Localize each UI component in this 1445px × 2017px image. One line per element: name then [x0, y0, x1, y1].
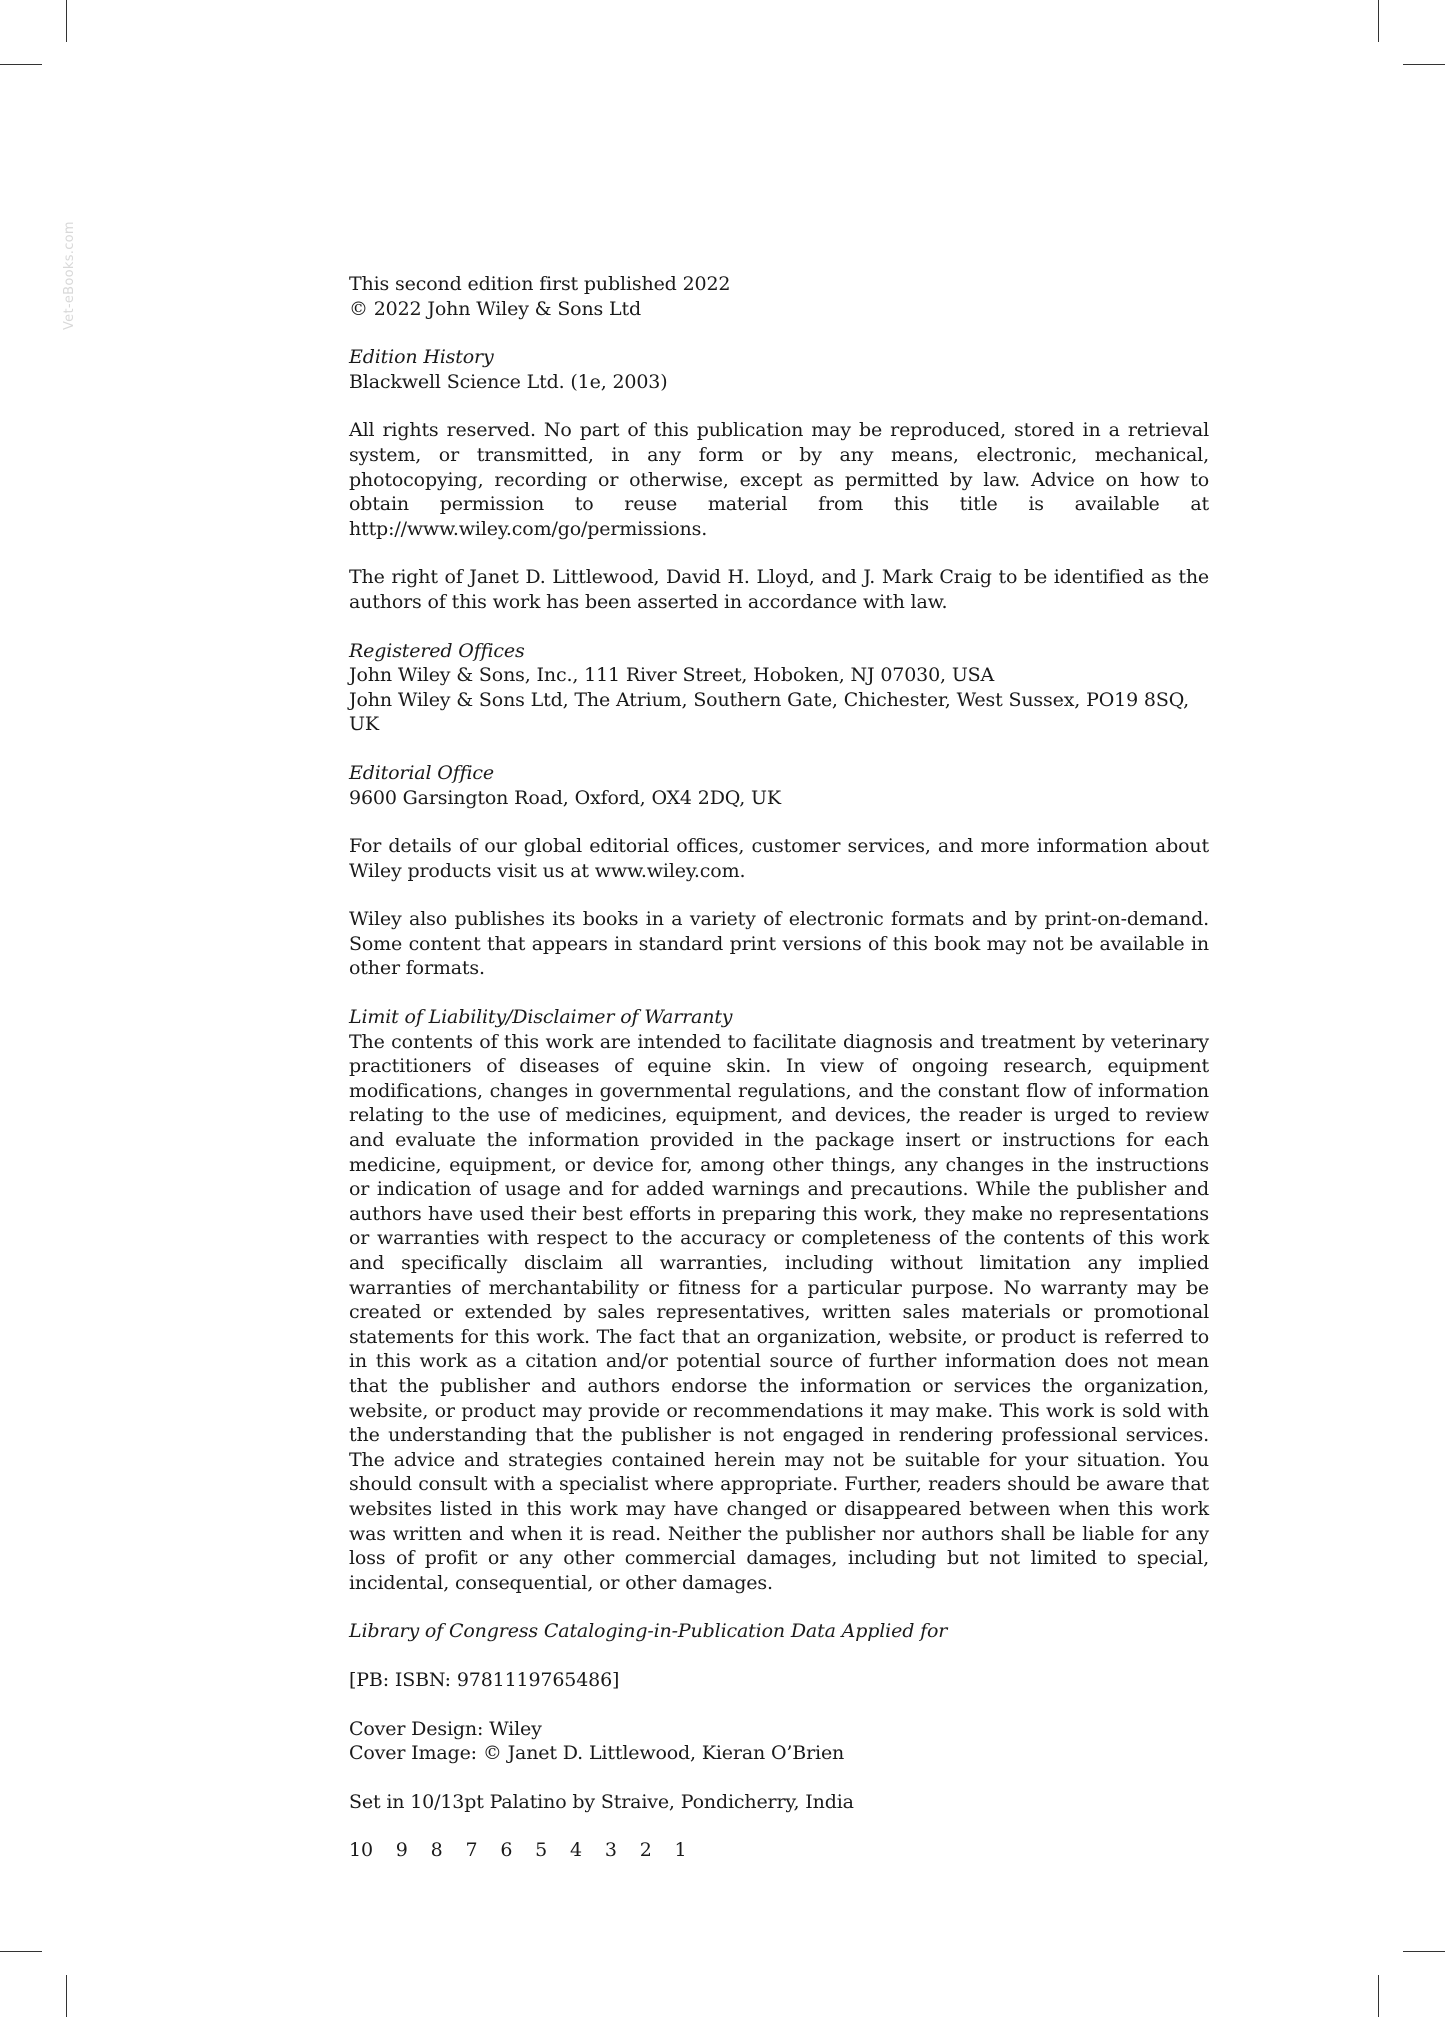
- disclaimer-heading: Limit of Liability/Disclaimer of Warranty: [349, 1006, 733, 1029]
- authors-right-text: The right of Janet D. Littlewood, David H. Lloyd, and J. Mark Craig to be identified as the authors of this work has been asserted in accordance with law.: [349, 566, 1209, 613]
- printing-number: 7: [465, 1839, 478, 1862]
- printing-numbers: [349, 1838, 1209, 1863]
- registered-office-uk: John Wiley & Sons Ltd, The Atrium, Southern Gate, Chichester, West Sussex, PO19 8SQ, UK: [349, 688, 1190, 736]
- printing-number: 3: [604, 1839, 617, 1862]
- printing-number: 6: [500, 1839, 513, 1862]
- printing-number: 9: [395, 1839, 408, 1862]
- crop-mark-top-left-vertical: [66, 0, 67, 42]
- crop-mark-bottom-right-horizontal: [1403, 1951, 1445, 1952]
- edition-history: [349, 345, 1209, 394]
- crop-mark-top-left-horizontal: [0, 64, 42, 65]
- typeset-info: [349, 1790, 1209, 1815]
- cover-design: Cover Design: Wiley: [349, 1717, 542, 1740]
- crop-mark-bottom-left-vertical: [66, 1975, 67, 2017]
- editorial-office: [349, 761, 1209, 810]
- formats-statement: [349, 907, 1209, 981]
- crop-mark-top-right-horizontal: [1403, 64, 1445, 65]
- edition-history-text: Blackwell Science Ltd. (1e, 2003): [349, 370, 668, 393]
- cover-image: Cover Image: © Janet D. Littlewood, Kieran O’Brien: [349, 1742, 845, 1765]
- crop-mark-bottom-left-horizontal: [0, 1951, 42, 1952]
- cover-credits: [349, 1717, 1209, 1766]
- editorial-office-heading: Editorial Office: [349, 761, 494, 784]
- copyright-page: [349, 272, 1209, 1887]
- cip-data: [349, 1619, 1209, 1644]
- crop-mark-bottom-right-vertical: [1378, 1975, 1379, 2017]
- registered-offices-heading: Registered Offices: [349, 639, 525, 662]
- crop-mark-top-right-vertical: [1378, 0, 1379, 42]
- authors-right: [349, 565, 1209, 614]
- disclaimer: [349, 1005, 1209, 1595]
- copyright-line: © 2022 John Wiley & Sons Ltd: [349, 297, 642, 320]
- editorial-office-text: 9600 Garsington Road, Oxford, OX4 2DQ, UK: [349, 786, 781, 809]
- printing-number: 4: [570, 1839, 582, 1862]
- printing-number: 5: [535, 1839, 548, 1862]
- printing-number: 8: [430, 1839, 443, 1862]
- publication-line: This second edition first published 2022: [349, 273, 731, 295]
- global-details-text: For details of our global editorial offices, customer services, and more information about Wiley products visit us at www.wiley.com.: [349, 835, 1209, 882]
- typeset-text: Set in 10/13pt Palatino by Straive, Pondicherry, India: [349, 1790, 854, 1813]
- rights-text: All rights reserved. No part of this publication may be reproduced, stored in a retrieval system, or transmitted, in any form or by any means, electronic, mechanical, photocopying, recording or otherwise, except as permitted by law. Advice on how to obtain permission to reuse material from this title is available at http://www.wiley.com/go/permissions.: [349, 419, 1209, 540]
- registered-offices: [349, 639, 1209, 737]
- edition-history-heading: Edition History: [349, 346, 494, 369]
- printing-number: 1: [674, 1839, 687, 1862]
- printing-number: 2: [639, 1839, 652, 1862]
- isbn: [349, 1668, 1209, 1693]
- disclaimer-text: The contents of this work are intended to facilitate diagnosis and treatment by veterinary practitioners of diseases of equine skin. In view of ongoing research, equipment modifications, changes in governmental regulations, and the constant flow of information relating to the use of medicines, equipment, and devices, the reader is urged to review and evaluate the information provided in the package insert or instructions for each medicine, equipment, or device for, among other things, any changes in the instructions or indication of usage and for added warnings and precautions. While the publisher and authors have used their best efforts in preparing this work, they make no representations or warranties with respect to the accuracy or completeness of the contents of this work and specifically disclaim all warranties, including without limitation any implied warranties of merchantability or fitness for a particular purpose. No warranty may be created or extended by sales representatives, written sales materials or promotional statements for this work. The fact that an organization, website, or product is referred to in this work as a citation and/or potential source of further information does not mean that the publisher and authors endorse the information or services the organization, website, or product may provide or recommendations it may make. This work is sold with the understanding that the publisher is not engaged in rendering professional services. The advice and strategies contained herein may not be suitable for your situation. You should consult with a specialist where appropriate. Further, readers should be aware that websites listed in this work may have changed or disappeared between when this work was written and when it is read. Neither the publisher nor authors shall be liable for any loss of profit or any other commercial damages, including but not limited to special, incidental, consequential, or other damages.: [349, 1030, 1209, 1594]
- registered-office-usa: John Wiley & Sons, Inc., 111 River Street, Hoboken, NJ 07030, USA: [349, 664, 995, 687]
- printing-number: 10: [349, 1839, 373, 1862]
- isbn-text: [PB: ISBN: 9781119765486]: [349, 1668, 620, 1691]
- global-details: [349, 834, 1209, 883]
- publication-info: [349, 272, 1209, 321]
- rights-statement: [349, 418, 1209, 541]
- formats-text: Wiley also publishes its books in a variety of electronic formats and by print-on-demand. Some content that appears in standard print versions of this book may not be available in other formats.: [349, 908, 1209, 980]
- watermark: Vet-eBooks.com: [62, 221, 77, 330]
- cip-text: Library of Congress Cataloging-in-Publication Data Applied for: [349, 1620, 948, 1643]
